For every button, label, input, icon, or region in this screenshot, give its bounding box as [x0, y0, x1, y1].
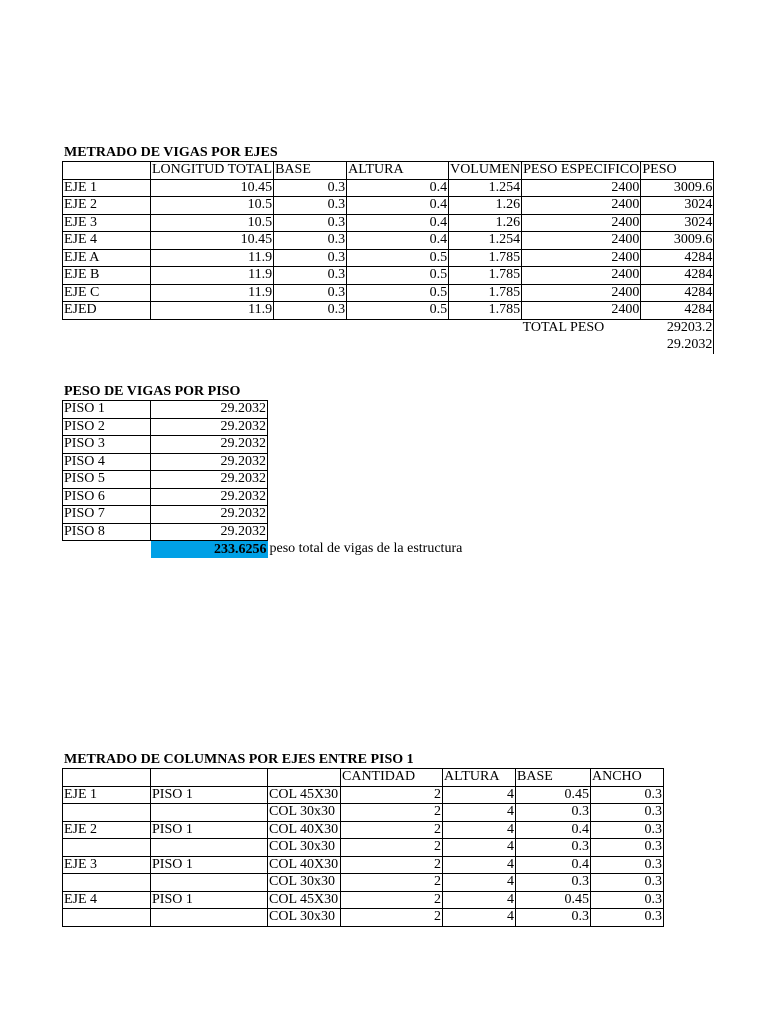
table-cell: 0.4 [516, 821, 591, 839]
column-header: BASE [516, 769, 591, 787]
table-cell: COL 40X30 [268, 856, 341, 874]
table-cell: 1.785 [449, 267, 522, 285]
total-row [63, 541, 268, 559]
table-cell: 0.3 [274, 214, 347, 232]
table-cell: PISO 1 [151, 891, 268, 909]
table-cell: 0.3 [274, 197, 347, 215]
column-header: ALTURA [347, 162, 449, 180]
table-cell: 29.2032 [151, 418, 268, 436]
table-row [63, 821, 664, 839]
column-header: BASE [274, 162, 347, 180]
table-header-row [63, 162, 714, 180]
row-label: EJE 3 [63, 214, 151, 232]
table-row [63, 839, 664, 857]
table-cell [151, 909, 268, 927]
table-cell: COL 45X30 [268, 786, 341, 804]
table-cell: 0.3 [591, 804, 664, 822]
table-row [63, 302, 714, 320]
table-cell: COL 30x30 [268, 804, 341, 822]
row-label [63, 909, 151, 927]
table-row [63, 874, 664, 892]
table-cell: 0.4 [347, 197, 449, 215]
total-row [63, 337, 714, 355]
table-cell: 10.45 [151, 232, 274, 250]
table-row [63, 249, 714, 267]
table-cell: 1.26 [449, 214, 522, 232]
table-cell: 29.2032 [151, 401, 268, 419]
table-cell: COL 30x30 [268, 839, 341, 857]
table-cell: 0.4 [347, 179, 449, 197]
table-row [63, 197, 714, 215]
column-header [268, 769, 341, 787]
row-label: PISO 1 [63, 401, 151, 419]
table-cell: 11.9 [151, 267, 274, 285]
row-label: EJE 4 [63, 891, 151, 909]
table-cell: 4 [443, 909, 516, 927]
table-cell: 2400 [522, 302, 641, 320]
table-cell: 0.4 [347, 232, 449, 250]
table-cell: PISO 1 [151, 786, 268, 804]
row-label: PISO 7 [63, 506, 151, 524]
row-label: EJE 1 [63, 179, 151, 197]
table-cell [151, 839, 268, 857]
table-cell: 29.2032 [151, 506, 268, 524]
column-header: PESO [641, 162, 714, 180]
table-cell: 2400 [522, 267, 641, 285]
spacer-cell [63, 541, 151, 559]
row-label: EJE B [63, 267, 151, 285]
table-header-row [63, 769, 664, 787]
table-cell: 29.2032 [151, 471, 268, 489]
table-row [63, 401, 268, 419]
table-cell: 0.3 [591, 839, 664, 857]
table-cell: 0.3 [274, 249, 347, 267]
table-cell: 2400 [522, 249, 641, 267]
table-row [63, 471, 268, 489]
table-cell: 1.254 [449, 179, 522, 197]
table-cell: COL 30x30 [268, 874, 341, 892]
table-row [63, 488, 268, 506]
table-cell: 2 [341, 786, 443, 804]
total-value-tn: 29.2032 [641, 337, 714, 355]
table-cell: 4284 [641, 249, 714, 267]
row-label [63, 804, 151, 822]
table-cell: 0.4 [347, 214, 449, 232]
table-cell: 0.3 [516, 909, 591, 927]
table-cell: 0.5 [347, 267, 449, 285]
table-cell: 4284 [641, 284, 714, 302]
table-row [63, 856, 664, 874]
table-cell: 4284 [641, 302, 714, 320]
total-label: TOTAL PESO [522, 320, 605, 335]
table-cell: 4 [443, 839, 516, 857]
table-cell [151, 804, 268, 822]
table-cell: 0.3 [274, 179, 347, 197]
table-cell: PISO 1 [151, 856, 268, 874]
table-cell: 3009.6 [641, 179, 714, 197]
table-cell: COL 45X30 [268, 891, 341, 909]
columnas-table [62, 768, 664, 927]
table-cell: 0.3 [516, 804, 591, 822]
table-cell: 3009.6 [641, 232, 714, 250]
columnas-title: METRADO DE COLUMNAS POR EJES ENTRE PISO 1 [64, 752, 414, 767]
table-cell: 0.3 [591, 856, 664, 874]
row-label: EJED [63, 302, 151, 320]
table-cell: 0.5 [347, 249, 449, 267]
table-cell: 29.2032 [151, 453, 268, 471]
table-cell: 29.2032 [151, 488, 268, 506]
table-cell: COL 40X30 [268, 821, 341, 839]
row-label: PISO 3 [63, 436, 151, 454]
table-cell: 2 [341, 856, 443, 874]
spacer-cell [63, 319, 522, 337]
row-label: PISO 8 [63, 523, 151, 541]
total-highlight-cell: 233.6256 peso total de vigas de la estructura [151, 541, 268, 559]
table-row [63, 418, 268, 436]
row-label: EJE 2 [63, 197, 151, 215]
table-row [63, 891, 664, 909]
table-cell: 0.3 [591, 786, 664, 804]
table-cell: 2400 [522, 284, 641, 302]
table-cell: 29.2032 [151, 523, 268, 541]
table-row [63, 786, 664, 804]
column-header [63, 769, 151, 787]
table-cell: 10.5 [151, 197, 274, 215]
table-cell: 3024 [641, 197, 714, 215]
table-cell: 2 [341, 821, 443, 839]
table-cell: 0.3 [591, 821, 664, 839]
row-label: PISO 2 [63, 418, 151, 436]
table-cell: 1.254 [449, 232, 522, 250]
table-cell: 4 [443, 786, 516, 804]
table-cell: 3024 [641, 214, 714, 232]
table-cell: 0.3 [591, 874, 664, 892]
table-cell: 0.4 [516, 856, 591, 874]
column-header: VOLUMEN [450, 162, 521, 178]
table-row [63, 179, 714, 197]
vigas-table [62, 161, 714, 354]
table-cell: 1.785 [449, 302, 522, 320]
table-row [63, 506, 268, 524]
table-cell: 4 [443, 804, 516, 822]
column-header [151, 769, 268, 787]
table-cell: 11.9 [151, 284, 274, 302]
total-row [63, 319, 714, 337]
table-cell: 2 [341, 804, 443, 822]
table-cell: 2400 [522, 214, 641, 232]
row-label: PISO 6 [63, 488, 151, 506]
column-header: ALTURA [443, 769, 516, 787]
table-cell: 0.5 [347, 284, 449, 302]
row-label: EJE A [63, 249, 151, 267]
table-cell: PISO 1 [151, 821, 268, 839]
table-cell: 0.3 [591, 909, 664, 927]
table-row [63, 804, 664, 822]
table-cell: 0.3 [274, 267, 347, 285]
table-row [63, 267, 714, 285]
row-label [63, 839, 151, 857]
row-label: PISO 5 [63, 471, 151, 489]
table-row [63, 909, 664, 927]
table-cell: 1.26 [449, 197, 522, 215]
table-cell: 2 [341, 839, 443, 857]
table-row [63, 214, 714, 232]
table-row [63, 453, 268, 471]
vigas-title: METRADO DE VIGAS POR EJES [64, 145, 278, 160]
table-row [63, 523, 268, 541]
table-cell: 0.3 [516, 839, 591, 857]
table-cell: 11.9 [151, 249, 274, 267]
row-label [63, 874, 151, 892]
column-header: CANTIDAD [341, 769, 443, 787]
pisos-title: PESO DE VIGAS POR PISO [64, 384, 241, 399]
table-cell: COL 30x30 [268, 909, 341, 927]
column-header: PESO ESPECIFICO [523, 162, 640, 178]
table-cell: 0.3 [516, 874, 591, 892]
table-cell: 1.785 [449, 284, 522, 302]
table-cell: 4 [443, 891, 516, 909]
table-cell: 29.2032 [151, 436, 268, 454]
table-cell: 2 [341, 891, 443, 909]
table-cell: 0.3 [591, 891, 664, 909]
table-cell: 1.785 [449, 249, 522, 267]
column-header: ANCHO [591, 769, 664, 787]
column-header: LONGITUD TOTAL [152, 162, 273, 178]
table-cell: 10.45 [151, 179, 274, 197]
table-cell: 2 [341, 874, 443, 892]
table-cell [151, 874, 268, 892]
table-cell: 0.3 [274, 284, 347, 302]
table-cell: 10.5 [151, 214, 274, 232]
row-label: EJE C [63, 284, 151, 302]
column-header [63, 162, 151, 180]
total-note: peso total de vigas de la estructura [269, 541, 463, 556]
pisos-table [62, 400, 463, 558]
table-cell: 2400 [522, 197, 641, 215]
table-cell: 0.5 [347, 302, 449, 320]
table-row [63, 232, 714, 250]
table-cell: 0.3 [274, 302, 347, 320]
row-label: PISO 4 [63, 453, 151, 471]
table-cell: 4 [443, 874, 516, 892]
row-label: EJE 2 [63, 821, 151, 839]
table-cell: 4 [443, 856, 516, 874]
table-cell: 11.9 [151, 302, 274, 320]
table-row [63, 284, 714, 302]
table-cell: 0.3 [274, 232, 347, 250]
table-cell: 0.45 [516, 891, 591, 909]
table-cell: 2 [341, 909, 443, 927]
table-cell: 2400 [522, 179, 641, 197]
spacer-cell [63, 337, 641, 355]
row-label: EJE 3 [63, 856, 151, 874]
total-value: 29203.2 [641, 319, 714, 337]
row-label: EJE 1 [63, 786, 151, 804]
table-cell: 4 [443, 821, 516, 839]
table-row [63, 436, 268, 454]
table-cell: 0.45 [516, 786, 591, 804]
row-label: EJE 4 [63, 232, 151, 250]
table-cell: 2400 [522, 232, 641, 250]
table-cell: 4284 [641, 267, 714, 285]
